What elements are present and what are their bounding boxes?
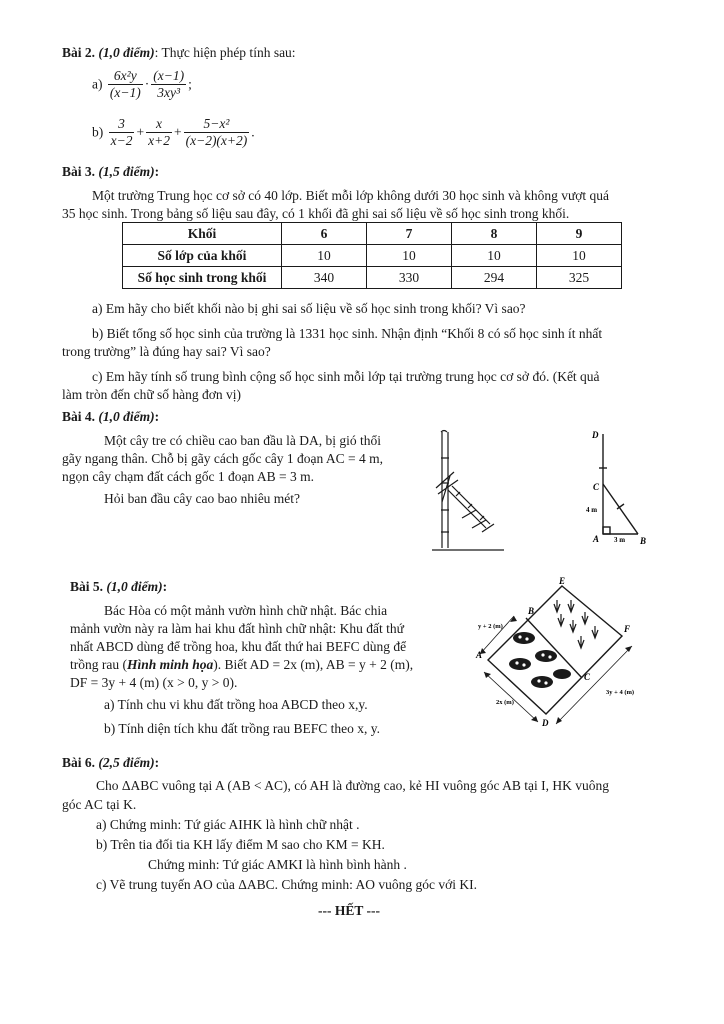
- bai4-line3: ngọn cây chạm đất cách gốc 1 đoạn AB = 3 m.: [62, 469, 315, 484]
- label-b: B: [528, 606, 535, 616]
- bai6-score: (2,5 điểm): [98, 755, 155, 770]
- bai3-title: Bài 3.: [62, 164, 96, 179]
- bai2-a-num1: 6x²y: [108, 68, 143, 85]
- bai2-b-plus2: +: [173, 124, 182, 140]
- table-header-cell: 8: [452, 223, 537, 245]
- table-cell: 294: [452, 267, 537, 289]
- bai5-question-b: b) Tính diện tích khu đất trồng rau BEFC theo x, y.: [104, 721, 380, 736]
- label-ac-length: 4 m: [586, 506, 598, 514]
- bai6-line1: Cho ΔABC vuông tại A (AB < AC), có AH là đường cao, kẻ HI vuông góc AB tại I, HK vuông: [96, 778, 609, 793]
- bai4-title: Bài 4.: [62, 409, 96, 424]
- label-df-length: 3y + 4 (m): [606, 689, 635, 696]
- table-cell: 10: [367, 245, 452, 267]
- bai2-part-a: [92, 68, 192, 101]
- label-a: A: [593, 534, 600, 544]
- table-row-label: Số học sinh trong khối: [123, 267, 282, 289]
- label-e: E: [559, 576, 566, 586]
- bai3-heading: [62, 164, 159, 180]
- label-ab-length: 3 m: [614, 536, 626, 544]
- bai2-heading: [62, 45, 296, 61]
- vegetable-drawing: [554, 600, 598, 648]
- bai5-question-a: a) Tính chu vi khu đất trồng hoa ABCD theo x,y.: [104, 697, 368, 712]
- bai6-question-b2: Chứng minh: Tứ giác AMKI là hình bình hành .: [148, 857, 407, 872]
- bai2-a-dot: ·: [144, 76, 150, 92]
- bai2-title-rest: : Thực hiện phép tính sau:: [154, 45, 296, 60]
- bai2-a-frac2: [151, 68, 186, 101]
- bai2-b-plus1: +: [136, 124, 145, 140]
- bai3-question-b-line2: trong trường” là đúng hay sai? Vì sao?: [62, 344, 271, 359]
- bai6-heading: [62, 755, 159, 771]
- flower-drawing: [509, 632, 571, 688]
- bai2-b-num1: 3: [109, 116, 135, 133]
- bai2-a-label: a): [92, 76, 103, 92]
- triangle-diagram: [578, 426, 660, 548]
- bai5-colon: :: [162, 579, 168, 594]
- bai6-title: Bài 6.: [62, 755, 96, 770]
- bai2-b-label: b): [92, 124, 104, 140]
- label-d: D: [592, 430, 599, 440]
- bai2-b-frac3: [184, 116, 250, 149]
- bai3-question-b-line1: b) Biết tổng số học sinh của trường là 1331 học sinh. Nhận định “Khối 8 có số học sinh ít nhất: [92, 326, 603, 341]
- bai2-b-den2: x+2: [148, 133, 170, 148]
- bai2-b-num2: x: [146, 116, 172, 133]
- bai2-b-frac2: [146, 116, 172, 149]
- bai2-title: Bài 2.: [62, 45, 96, 60]
- label-c: C: [593, 482, 600, 492]
- bai3-question-c-line1: c) Em hãy tính số trung bình cộng số học sinh mỗi lớp tại trường trung học cơ sở đó. (Kết quả: [92, 369, 600, 384]
- bai2-a-frac1: [108, 68, 143, 101]
- bai3-question-a: a) Em hãy cho biết khối nào bị ghi sai số liệu về số học sinh trong khối? Vì sao?: [92, 301, 526, 316]
- garden-diagram: [474, 574, 650, 734]
- bai5-line4: [70, 657, 413, 673]
- bai2-b-frac1: [109, 116, 135, 149]
- bai2-part-b: [92, 116, 255, 149]
- end-marker: --- HẾT ---: [318, 903, 380, 918]
- bai5-line2: mảnh vườn này ra làm hai khu đất hình chữ nhật: Khu đất thứ: [70, 621, 404, 636]
- table-row: [123, 223, 622, 245]
- bai4-question: Hỏi ban đầu cây cao bao nhiêu mét?: [104, 491, 301, 506]
- bai5-line4-post: ). Biết AD = 2x (m), AB = y + 2 (m),: [213, 657, 414, 672]
- label-d: D: [542, 718, 549, 728]
- bai2-score: (1,0 điểm): [98, 45, 155, 60]
- bai5-line4-pre: trồng rau (: [70, 657, 127, 672]
- bai5-line3: nhất ABCD dùng để trồng hoa, khu đất thứ hai BEFC dùng để: [70, 639, 407, 654]
- label-a: A: [476, 650, 483, 660]
- table-header-cell: Khối: [123, 223, 282, 245]
- bai6-colon: :: [154, 755, 160, 770]
- bai3-score: (1,5 điểm): [98, 164, 155, 179]
- bai2-a-num2: (x−1): [153, 68, 185, 83]
- bai2-a-den1: (x−1): [109, 85, 141, 100]
- bai4-heading: [62, 409, 159, 425]
- table-row: [123, 245, 622, 267]
- bai2-b-num3: 5−x²: [184, 116, 250, 133]
- table-cell: 325: [537, 267, 622, 289]
- bai3-intro-line2: 35 học sinh. Trong bảng số liệu sau đây, có 1 khối đã ghi sai số liệu về số học sinh trong khối.: [62, 206, 570, 221]
- bai6-question-c: c) Vẽ trung tuyến AO của ΔABC. Chứng minh: AO vuông góc với KI.: [96, 877, 477, 892]
- bai6-line2: góc AC tại K.: [62, 797, 137, 812]
- table-cell: 340: [282, 267, 367, 289]
- bai2-a-end: ;: [188, 76, 192, 92]
- bai3-question-c-line2: làm tròn đến chữ số hàng đơn vị): [62, 387, 242, 402]
- bai3-colon: :: [154, 164, 160, 179]
- bai5-score: (1,0 điểm): [106, 579, 163, 594]
- bai5-line1: Bác Hòa có một mảnh vườn hình chữ nhật. Bác chia: [104, 603, 388, 618]
- bai4-score: (1,0 điểm): [98, 409, 155, 424]
- bai2-b-den1: x−2: [110, 133, 133, 148]
- table-header-cell: 7: [367, 223, 452, 245]
- label-f: F: [624, 624, 631, 634]
- bai4-line2: gãy ngang thân. Chỗ bị gãy cách gốc cây 1 đoạn AC = 4 m,: [62, 451, 384, 466]
- label-b: B: [640, 536, 647, 546]
- bai4-line1: Một cây tre có chiều cao ban đầu là DA, bị gió thổi: [104, 433, 382, 448]
- bai5-title: Bài 5.: [70, 579, 104, 594]
- table-row: [123, 267, 622, 289]
- table-header-cell: 9: [537, 223, 622, 245]
- bai6-question-b: b) Trên tia đối tia KH lấy điểm M sao cho KM = KH.: [96, 837, 385, 852]
- bai5-line5: DF = 3y + 4 (m) (x > 0, y > 0).: [70, 675, 238, 690]
- table-row-label: Số lớp của khối: [123, 245, 282, 267]
- table-header-cell: 6: [282, 223, 367, 245]
- bai5-heading: [70, 579, 167, 595]
- label-ad-length: 2x (m): [496, 699, 514, 706]
- bai5-line4-italic: Hình minh họa: [126, 657, 214, 672]
- bai3-intro-line1: Một trường Trung học cơ sở có 40 lớp. Biết mỗi lớp không dưới 30 học sinh và không vượt quá: [92, 188, 610, 203]
- table-cell: 10: [537, 245, 622, 267]
- table-cell: 10: [282, 245, 367, 267]
- bai2-b-end: .: [251, 124, 255, 140]
- bai6-question-a: a) Chứng minh: Tứ giác AIHK là hình chữ nhật .: [96, 817, 360, 832]
- bai4-colon: :: [154, 409, 160, 424]
- bamboo-illustration: [428, 428, 508, 552]
- label-ab-length: y + 2 (m): [478, 623, 503, 630]
- bai3-data-table: [122, 222, 622, 289]
- bai2-b-den3: (x−2)(x+2): [185, 133, 248, 148]
- table-cell: 330: [367, 267, 452, 289]
- label-c: C: [584, 672, 591, 682]
- bai2-a-den2: 3xy³: [157, 85, 181, 100]
- table-cell: 10: [452, 245, 537, 267]
